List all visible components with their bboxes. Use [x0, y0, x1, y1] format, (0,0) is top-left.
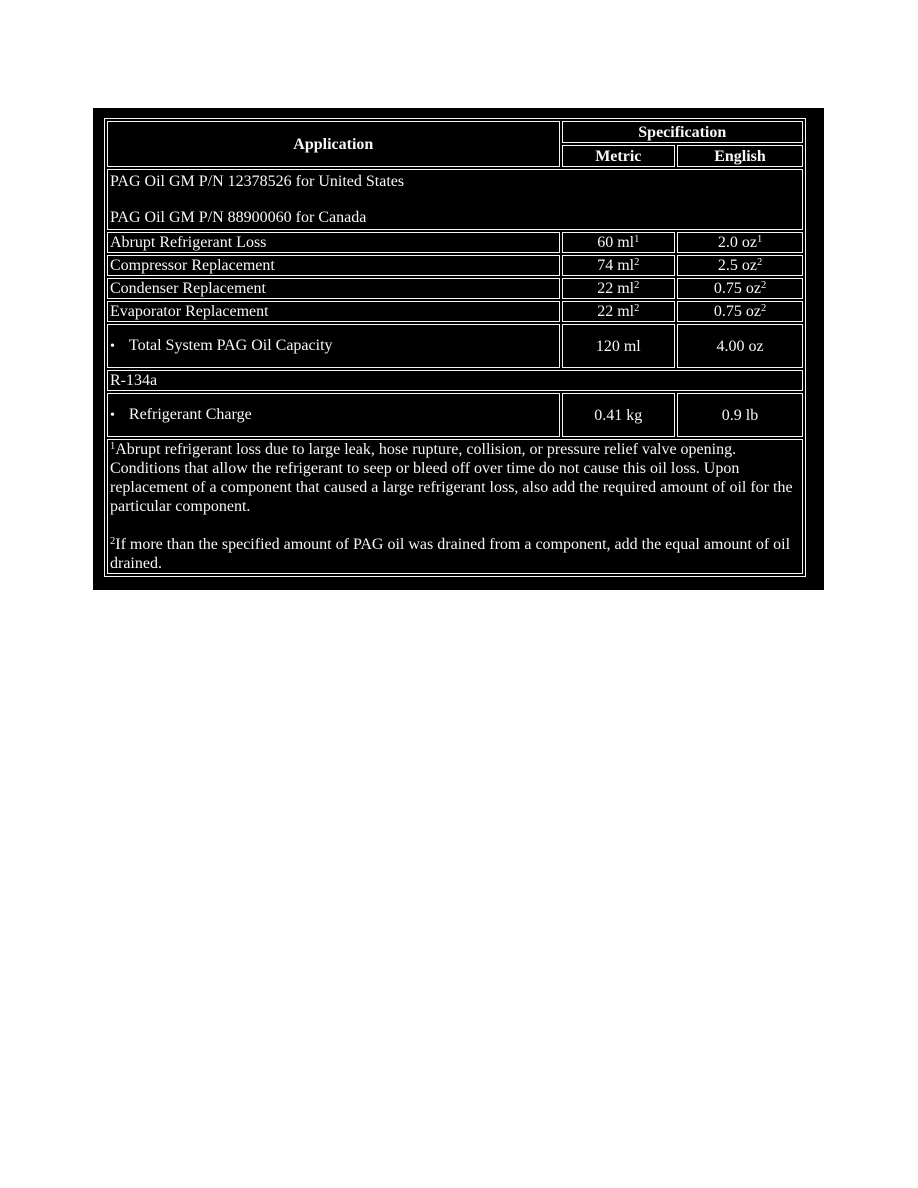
header-row-1 [107, 121, 803, 143]
row-label-text: Evaporator Replacement [110, 303, 269, 320]
english-value [677, 301, 803, 322]
blank-line-spacer [110, 191, 800, 208]
blank-line-spacer [110, 516, 800, 535]
row-label-text: Abrupt Refrigerant Loss [110, 234, 267, 251]
bullet-icon: • [110, 408, 115, 423]
table-row-total-system-pag-oil-capacity [107, 324, 803, 368]
footnote-marker: 1 [110, 441, 116, 452]
footnote-marker: 2 [760, 280, 767, 291]
english-column-header: English [677, 145, 803, 167]
table-row-abrupt-refrigerant-loss [107, 232, 803, 253]
table-row-refrigerant-charge [107, 393, 803, 437]
bullet-icon: • [110, 339, 115, 354]
english-value [677, 393, 803, 437]
english-value-text: 0.75 oz [713, 303, 761, 320]
metric-value [562, 301, 675, 322]
row-label-text: Refrigerant Charge [128, 406, 252, 423]
application-label [107, 301, 560, 322]
table-row-compressor-replacement [107, 255, 803, 276]
footnote-marker: 2 [634, 303, 640, 314]
metric-value-text: 0.41 kg [594, 406, 643, 424]
english-value [677, 255, 803, 276]
pag-oil-specifications-table [104, 118, 806, 577]
specification-column-header: Specification [562, 121, 803, 143]
footnote-marker: 1 [634, 234, 640, 245]
application-label [107, 393, 560, 437]
metric-value [562, 324, 675, 368]
specifications-table-container [93, 108, 824, 590]
english-value [677, 324, 803, 368]
english-value-text: 2.5 oz [717, 257, 757, 274]
application-label [107, 255, 560, 276]
footnotes-row [107, 439, 803, 574]
row-label-text: Condenser Replacement [110, 280, 266, 297]
footnote-text: If more than the specified amount of PAG oil was drained from a component, add the equal amount of oil drained. [110, 536, 791, 572]
metric-value-text: 22 ml [597, 303, 635, 320]
pag-oil-us-part-number: PAG Oil GM P/N 12378526 for United States [110, 173, 405, 190]
footnotes-cell [107, 439, 803, 574]
footnote-2 [110, 535, 800, 573]
table-row-condenser-replacement [107, 278, 803, 299]
row-label-text: Total System PAG Oil Capacity [128, 337, 333, 354]
english-value-text: 4.00 oz [716, 337, 764, 355]
footnote-marker: 2 [760, 303, 767, 314]
metric-value-text: 60 ml [597, 234, 635, 251]
footnote-marker: 2 [756, 257, 763, 268]
footnote-1 [110, 440, 800, 516]
metric-value-text: 120 ml [595, 337, 641, 355]
table-row-evaporator-replacement [107, 301, 803, 322]
r134a-section-label: R-134a [107, 370, 803, 391]
footnote-marker: 1 [756, 234, 763, 245]
application-label [107, 232, 560, 253]
english-value-text: 0.9 lb [721, 406, 759, 424]
footnote-text: Abrupt refrigerant loss due to large leak, hose rupture, collision, or pressure relief valve opening. Conditions that allow the refrigerant to seep or bleed off over time do not cause this oil loss. Upon replacement of a component that caused a large refrigerant loss, also add the required amount of oil for the particular component. [110, 441, 793, 515]
metric-value-text: 74 ml [597, 257, 635, 274]
part-numbers-row [107, 169, 803, 230]
footnote-marker: 2 [634, 280, 640, 291]
application-column-header: Application [107, 121, 560, 167]
english-value [677, 278, 803, 299]
application-label [107, 324, 560, 368]
row-label-text: Compressor Replacement [110, 257, 275, 274]
metric-column-header: Metric [562, 145, 675, 167]
pag-oil-part-numbers-cell [107, 169, 803, 230]
footnote-marker: 2 [110, 536, 116, 547]
metric-value [562, 255, 675, 276]
english-value-text: 0.75 oz [713, 280, 761, 297]
section-row-r134a [107, 370, 803, 391]
english-value [677, 232, 803, 253]
metric-value [562, 278, 675, 299]
metric-value [562, 393, 675, 437]
metric-value [562, 232, 675, 253]
metric-value-text: 22 ml [597, 280, 635, 297]
english-value-text: 2.0 oz [717, 234, 757, 251]
pag-oil-canada-part-number: PAG Oil GM P/N 88900060 for Canada [110, 209, 367, 226]
footnote-marker: 2 [634, 257, 640, 268]
application-label [107, 278, 560, 299]
